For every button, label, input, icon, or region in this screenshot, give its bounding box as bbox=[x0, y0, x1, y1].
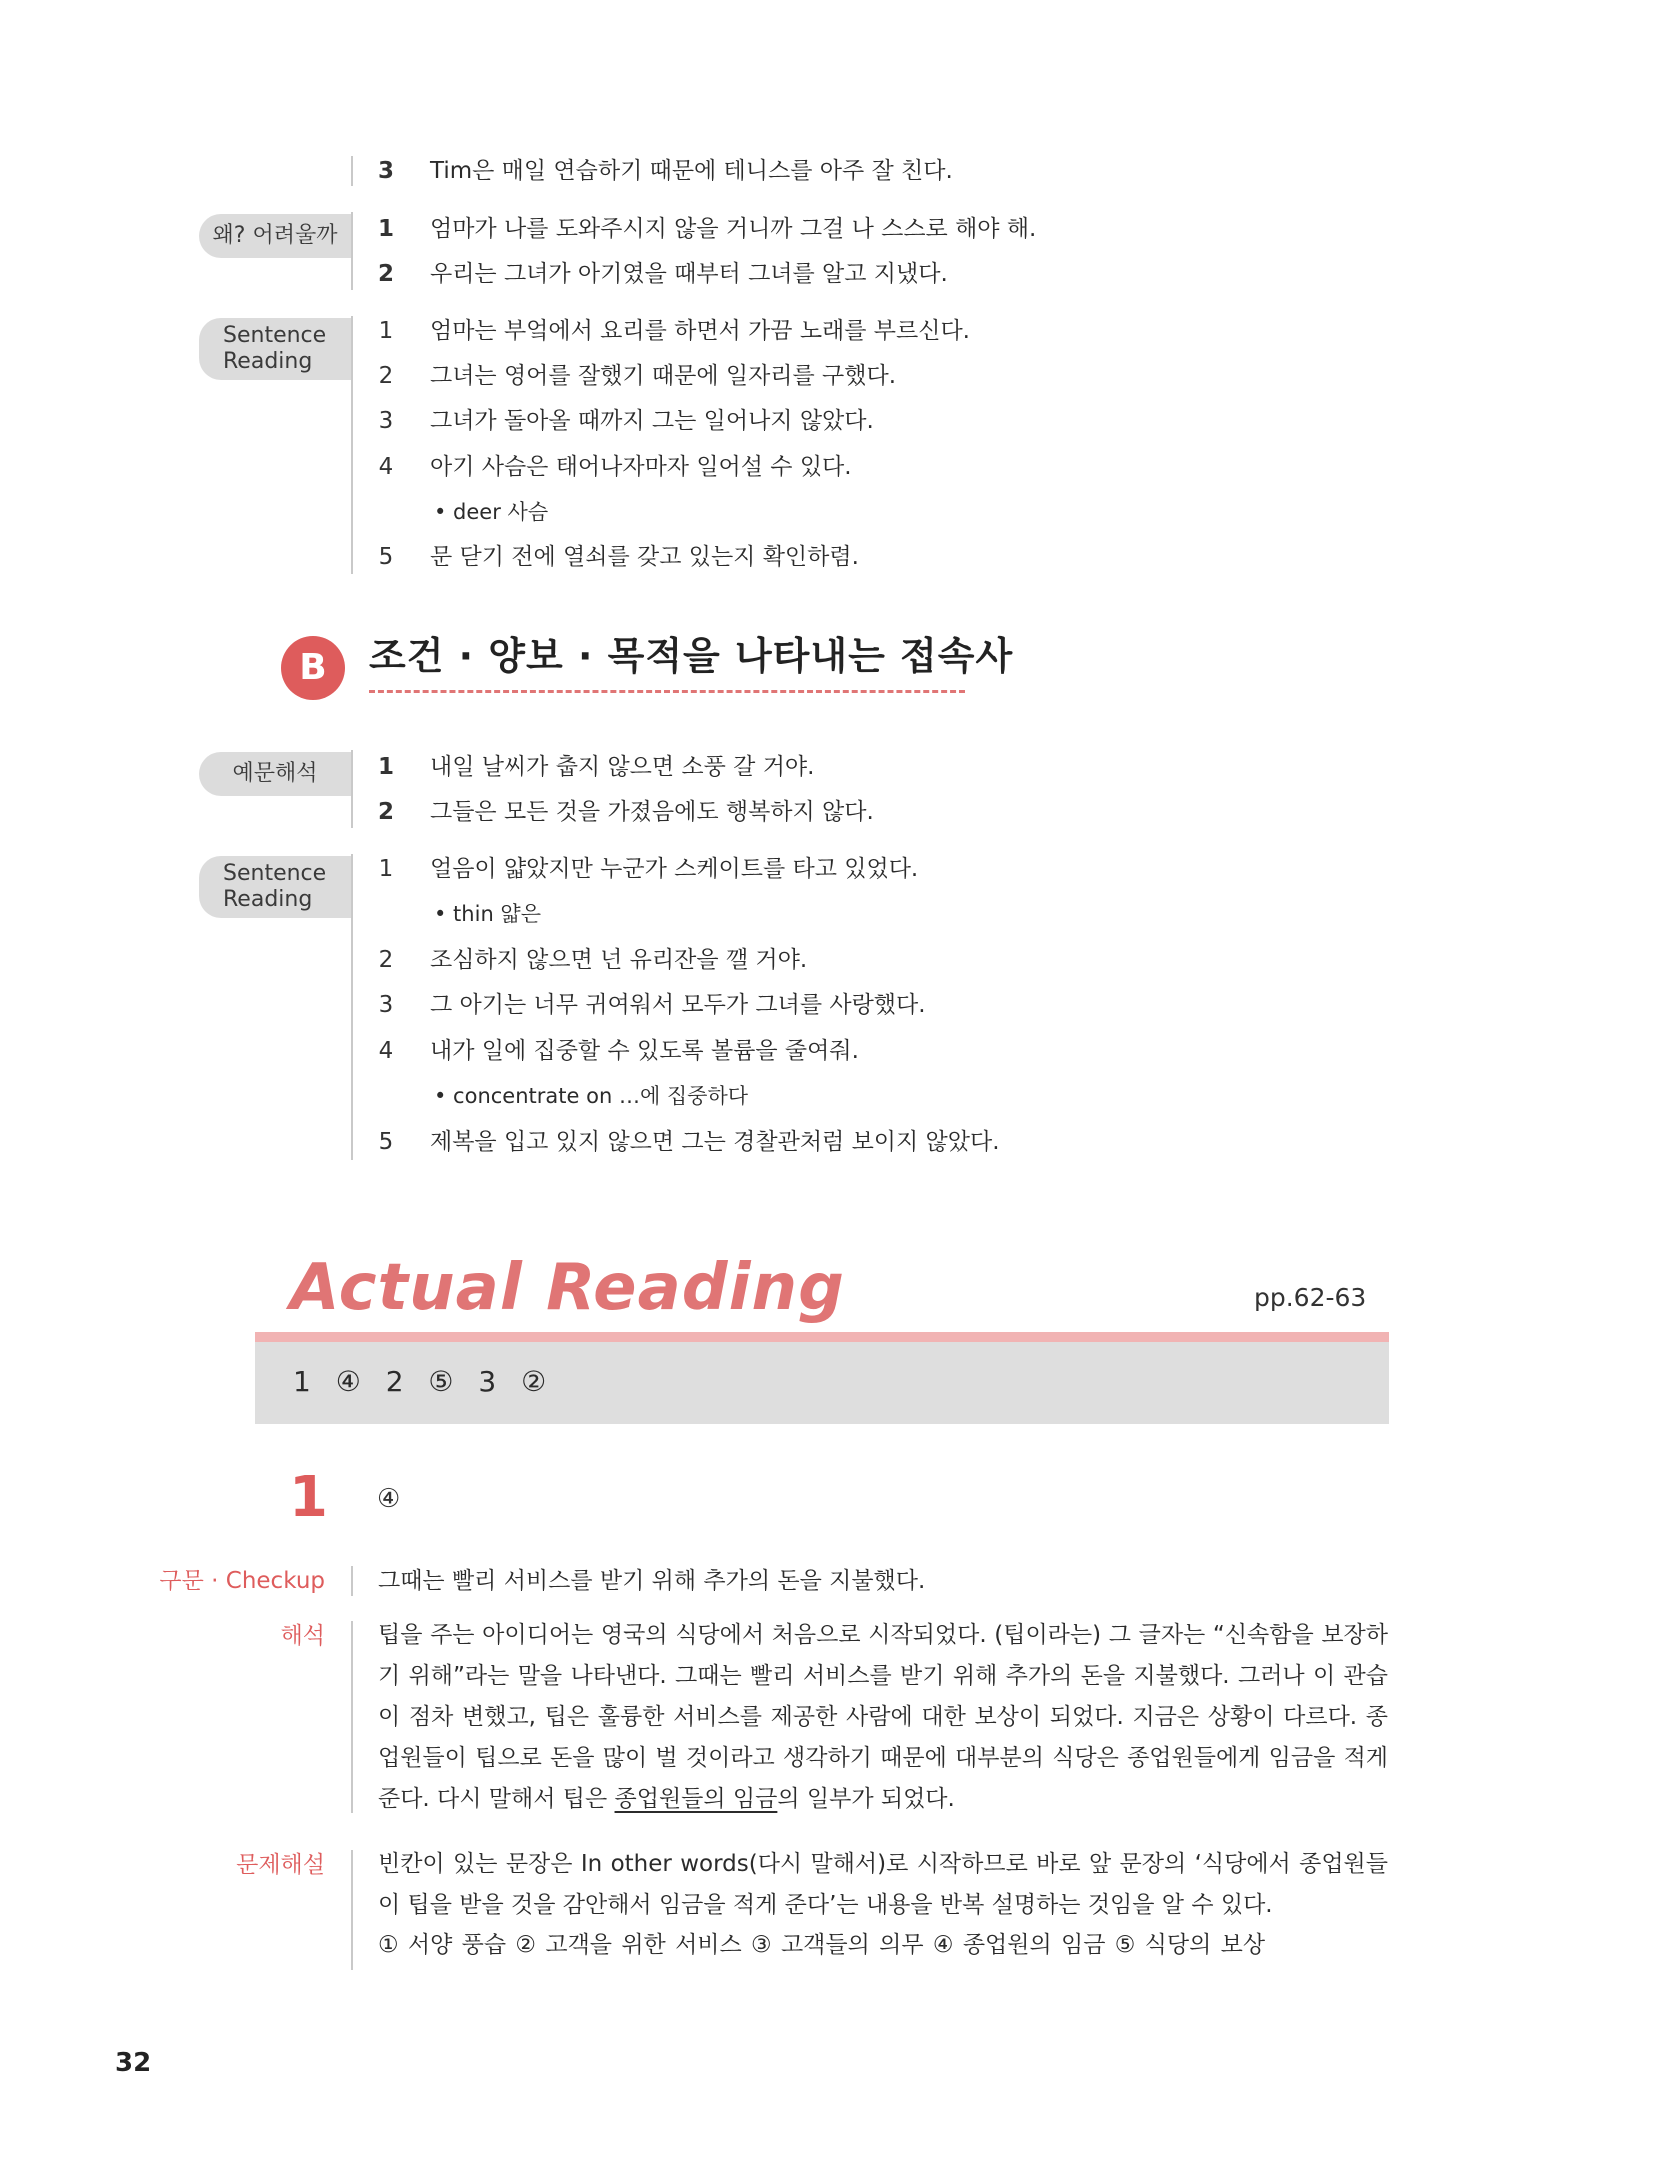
item-number: 2 bbox=[377, 799, 394, 825]
item-number: 1 bbox=[378, 856, 394, 882]
tab-label-line: Sentence bbox=[223, 323, 327, 348]
sentence-text: 그 아기는 너무 귀여워서 모두가 그녀를 사랑했다. bbox=[430, 992, 926, 1018]
interpretation-label: 해석 bbox=[280, 1623, 325, 1649]
tab-label-line: Reading bbox=[223, 349, 313, 374]
sentence-text: 엄마가 나를 도와주시지 않을 거니까 그걸 나 스스로 해야 해. bbox=[430, 216, 1037, 242]
item-number: 3 bbox=[377, 158, 394, 184]
sentence-text: 내가 일에 집중할 수 있도록 볼륨을 줄여줘. bbox=[430, 1038, 859, 1064]
sentence-text: 제복을 입고 있지 않으면 그는 경찰관처럼 보이지 않았다. bbox=[430, 1129, 1000, 1155]
example-interpretation-tab: 예문해석 bbox=[199, 752, 351, 796]
title-dashed-underline bbox=[369, 690, 965, 693]
sentence-text: 그들은 모든 것을 가졌음에도 행복하지 않다. bbox=[430, 799, 874, 825]
vocab-note: • thin 얇은 bbox=[434, 902, 541, 926]
item-number: 1 bbox=[377, 216, 394, 242]
underlined-answer: 종업원들의 임금 bbox=[614, 1786, 778, 1812]
item-number: 4 bbox=[378, 1038, 394, 1064]
tab-label-line: Reading bbox=[223, 887, 313, 912]
page-number: 32 bbox=[115, 2048, 152, 2078]
question-number: 1 bbox=[289, 1465, 328, 1530]
sentence-text: Tim은 매일 연습하기 때문에 테니스를 아주 잘 친다. bbox=[430, 158, 953, 184]
section-title: 조건 · 양보 · 목적을 나타내는 접속사 bbox=[369, 634, 1014, 678]
interpretation-text: 의 일부가 되었다. bbox=[777, 1786, 955, 1812]
sentence-reading-tab bbox=[199, 318, 351, 380]
sentence-text: 그녀가 돌아올 때까지 그는 일어나지 않았다. bbox=[430, 408, 874, 434]
divider-line bbox=[351, 1566, 353, 1596]
divider-line bbox=[351, 156, 353, 186]
item-number: 2 bbox=[378, 947, 394, 973]
sentence-text: 조심하지 않으면 넌 유리잔을 깰 거야. bbox=[430, 947, 808, 973]
vocab-note: • concentrate on …에 집중하다 bbox=[434, 1084, 749, 1108]
answer-options: ① 서양 풍습 ② 고객을 위한 서비스 ③ 고객들의 의무 ④ 종업원의 임금 ⑤ 식당의 보상 bbox=[378, 1932, 1266, 1958]
sentence-text: 내일 날씨가 춥지 않으면 소풍 갈 거야. bbox=[430, 754, 815, 780]
divider-line bbox=[351, 212, 353, 290]
sentence-text: 아기 사슴은 태어나자마자 일어설 수 있다. bbox=[430, 454, 852, 480]
divider-line bbox=[351, 1850, 353, 1970]
question-answer: ④ bbox=[377, 1484, 401, 1514]
divider-line bbox=[351, 1621, 353, 1813]
actual-reading-title: Actual Reading bbox=[290, 1251, 845, 1325]
why-difficult-tab: 왜? 어려울까 bbox=[199, 214, 351, 258]
checkup-label: 구문 · Checkup bbox=[159, 1568, 325, 1594]
item-number: 1 bbox=[377, 754, 394, 780]
item-number: 3 bbox=[378, 992, 394, 1018]
checkup-text: 그때는 빨리 서비스를 받기 위해 추가의 돈을 지불했다. bbox=[378, 1568, 926, 1594]
sentence-text: 우리는 그녀가 아기였을 때부터 그녀를 알고 지냈다. bbox=[430, 261, 948, 287]
sentence-text: 문 닫기 전에 열쇠를 갖고 있는지 확인하렴. bbox=[430, 544, 859, 570]
header-accent-bar bbox=[255, 1332, 1389, 1342]
sentence-text: 엄마는 부엌에서 요리를 하면서 가끔 노래를 부르신다. bbox=[430, 318, 970, 344]
sentence-reading-tab bbox=[199, 856, 351, 918]
item-number: 2 bbox=[378, 363, 394, 389]
page-reference: pp.62-63 bbox=[1254, 1283, 1367, 1312]
interpretation-text: 팁을 주는 아이디어는 영국의 식당에서 처음으로 시작되었다. (팁이라는) 그 글자는 “신속함을 보장하기 위해”라는 말을 나타낸다. 그때는 빨리 서비스를 받기 위해 추가의 돈을 지불했다. 그러나 이 관습이 점차 변했고, 팁은 훌륭한 서비스를 제공한 사람에 대한 보상이 되었다. 지금은 상황이 다르다. 종업원들이 팁으로 돈을 많이 벌 것이라고 생각하기 때문에 대부분의 식당은 종업원들에게 임금을 적게 준다. 다시 말해서 팁은 bbox=[378, 1622, 1388, 1812]
divider-line bbox=[351, 854, 353, 1160]
answer-summary: 1 ④ 2 ⑤ 3 ② bbox=[293, 1365, 547, 1398]
item-number: 5 bbox=[378, 544, 394, 570]
sentence-text: 그녀는 영어를 잘했기 때문에 일자리를 구했다. bbox=[430, 363, 897, 389]
item-number: 3 bbox=[378, 408, 394, 434]
vocab-note: • deer 사슴 bbox=[434, 500, 549, 524]
item-number: 5 bbox=[378, 1129, 394, 1155]
item-number: 4 bbox=[378, 454, 394, 480]
divider-line bbox=[351, 750, 353, 828]
explanation-label: 문제해설 bbox=[236, 1852, 325, 1878]
section-badge: B bbox=[281, 636, 345, 700]
item-number: 2 bbox=[377, 261, 394, 287]
tab-label-line: Sentence bbox=[223, 861, 327, 886]
interpretation-paragraph bbox=[378, 1615, 1388, 1820]
item-number: 1 bbox=[378, 318, 394, 344]
explanation-text: 빈칸이 있는 문장은 In other words(다시 말해서)로 시작하므로 바로 앞 문장의 ‘식당에서 종업원들이 팁을 받을 것을 감안해서 임금을 적게 준다’는 내용을 반복 설명하는 것임을 알 수 있다. bbox=[378, 1851, 1388, 1918]
divider-line bbox=[351, 316, 353, 574]
sentence-text: 얼음이 얇았지만 누군가 스케이트를 타고 있었다. bbox=[430, 856, 919, 882]
